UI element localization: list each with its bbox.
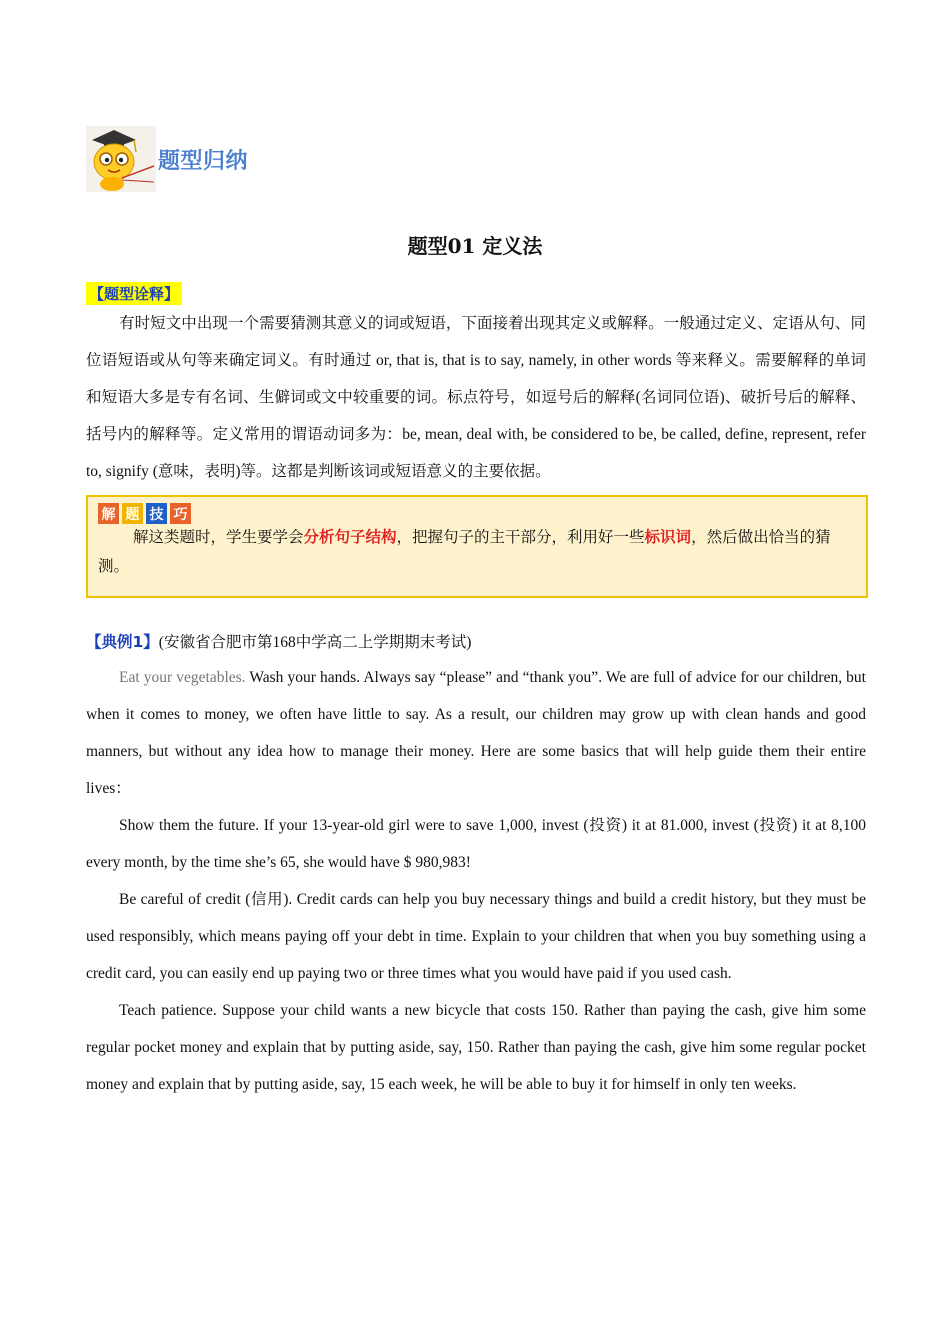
tip-text-part: ，然后做出恰当的猜测。	[98, 528, 831, 575]
example-label: 【典例1】	[86, 633, 159, 651]
section-title: 题型01 定义法	[407, 234, 543, 258]
tip-text-part: 解这类题时，学生要学会	[133, 528, 304, 546]
explanation-text: 有时短文中出现一个需要猜测其意义的词或短语，下面接着出现其定义或解释。一般通过定义、定语从句、同位语短语或从句等来确定词义。有时通过 or, that is, that is to say, namely, in other words 等来释义。需要解释的单词和短语大多是专有名词、生僻词或文中较重要的词。标点符号，如逗号后的解释(名词同位语)、破折号后的解释、括号内的解释等。定义常用的谓语动词多为：be, mean, deal with, be considered to be, be called, define, represent, refer to, signify (意味，表明)等。这都是判断该词或短语意义的主要依据。	[86, 315, 866, 480]
passage-paragraph: Teach patience. Suppose your child wants a new bicycle that costs 150. Rather than paying the cash, give him some regular pocket money and explain that by putting aside, say, 150. Rather than paying the cash, give him some regular pocket money and explain that by putting aside, say, 15 each week, he will be able to buy it for himself in only ten weeks.	[86, 1002, 866, 1093]
passage-paragraph: Show them the future. If your 13-year-old girl were to save 1,000, invest (投资) it at 81.000, invest (投资) it at 8,100 every month, by the time she’s 65, she would have $ 980,983!	[86, 817, 866, 871]
section-header	[86, 126, 248, 192]
tip-box	[86, 495, 868, 598]
tip-text	[98, 523, 860, 581]
tip-highlight: 标识词	[644, 528, 692, 546]
passage-paragraph	[86, 659, 866, 807]
tip-badges	[98, 503, 191, 524]
passage-text: Wash your hands. Always say “please” and “thank you”. We are full of advice for our children, but when it comes to money, we often have little to say. As a result, our children may grow up with clean hands and good manners, but without any idea how to manage their money. Here are some basics that will help guide them their entire lives：	[86, 669, 866, 797]
tip-badge: 解	[98, 503, 119, 524]
tip-badge: 巧	[170, 503, 191, 524]
example-source: (安徽省合肥市第168中学高二上学期期末考试)	[158, 634, 472, 651]
header-title: 题型归纳	[158, 148, 249, 174]
example-heading	[86, 630, 471, 652]
tip-badge: 题	[122, 503, 143, 524]
passage-gray-text: Eat your vegetables.	[119, 669, 246, 686]
tip-text-part: ，把握句子的主干部分，利用好一些	[396, 528, 645, 546]
explanation-tag: 【题型诠释】	[86, 282, 182, 305]
graduate-mascot-icon	[86, 126, 156, 192]
passage-paragraph: Be careful of credit (信用). Credit cards can help you buy necessary things and build a credit history, but they must be used responsibly, which means paying off your debt in time. Explain to your children that when you buy something using a credit card, you can easily end up paying two or three times what you would have paid if you used cash.	[86, 891, 866, 982]
tip-highlight: 分析句子结构	[303, 528, 397, 546]
passage	[86, 659, 866, 1103]
tip-badge: 技	[146, 503, 167, 524]
